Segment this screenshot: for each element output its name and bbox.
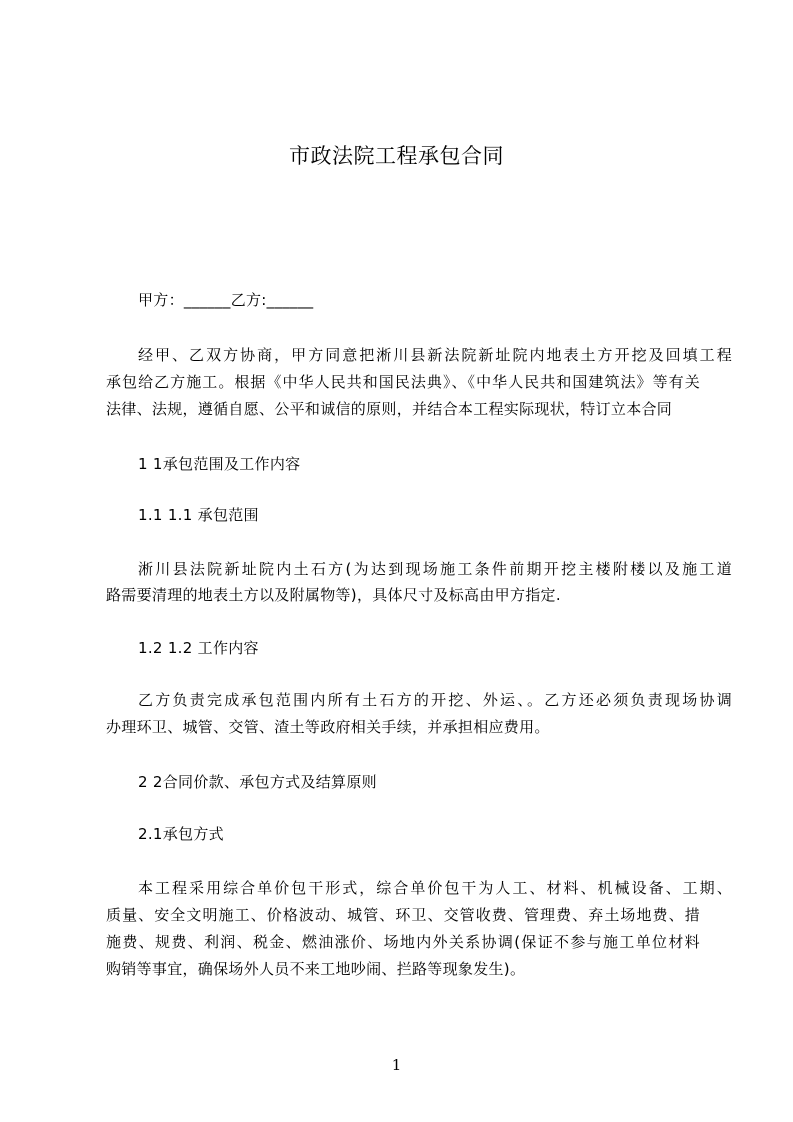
contract-method-line: 本工程采用综合单价包干形式，综合单价包干为人工、材料、机械设备、工期、 <box>138 879 732 897</box>
scope-line: 淅川县法院新址院内土石方(为达到现场施工条件前期开挖主楼附楼以及施工道 <box>138 560 732 578</box>
work-content-line: 办理环卫、城管、交管、渣土等政府相关手续，并承担相应费用。 <box>106 718 550 736</box>
section-2-1-heading: 2.1承包方式 <box>138 825 224 843</box>
contract-title: 市政法院工程承包合同 <box>289 144 504 168</box>
contract-method-line: 购销等事宜，确保场外人员不来工地吵闹、拦路等现象发生)。 <box>106 960 526 978</box>
section-1-heading: 1 1承包范围及工作内容 <box>138 455 301 473</box>
intro-line: 承包给乙方施工。根据《中华人民共和国民法典》、《中华人民共和国建筑法》等有关 <box>106 373 700 391</box>
section-1-2-heading: 1.2 1.2 工作内容 <box>138 639 259 657</box>
scope-line: 路需要清理的地表土方以及附属物等)，具体尺寸及标高由甲方指定. <box>106 586 561 604</box>
section-1-1-heading: 1.1 1.1 承包范围 <box>138 506 259 524</box>
page-number: 1 <box>391 1056 402 1074</box>
intro-line: 经甲、乙双方协商，甲方同意把淅川县新法院新址院内地表土方开挖及回填工程 <box>138 346 732 364</box>
parties-line: 甲方：______乙方:______ <box>138 291 314 309</box>
contract-method-line: 质量、安全文明施工、价格波动、城管、环卫、交管收费、管理费、弃土场地费、措 <box>106 906 700 924</box>
section-2-heading: 2 2合同价款、承包方式及结算原则 <box>138 773 377 791</box>
work-content-line: 乙方负责完成承包范围内所有土石方的开挖、外运、。乙方还必须负责现场协调 <box>138 691 732 709</box>
contract-method-line: 施费、规费、利润、税金、燃油涨价、场地内外关系协调(保证不参与施工单位材料 <box>106 933 700 951</box>
intro-line: 法律、法规，遵循自愿、公平和诚信的原则，并结合本工程实际现状，特订立本合同 <box>106 400 673 418</box>
